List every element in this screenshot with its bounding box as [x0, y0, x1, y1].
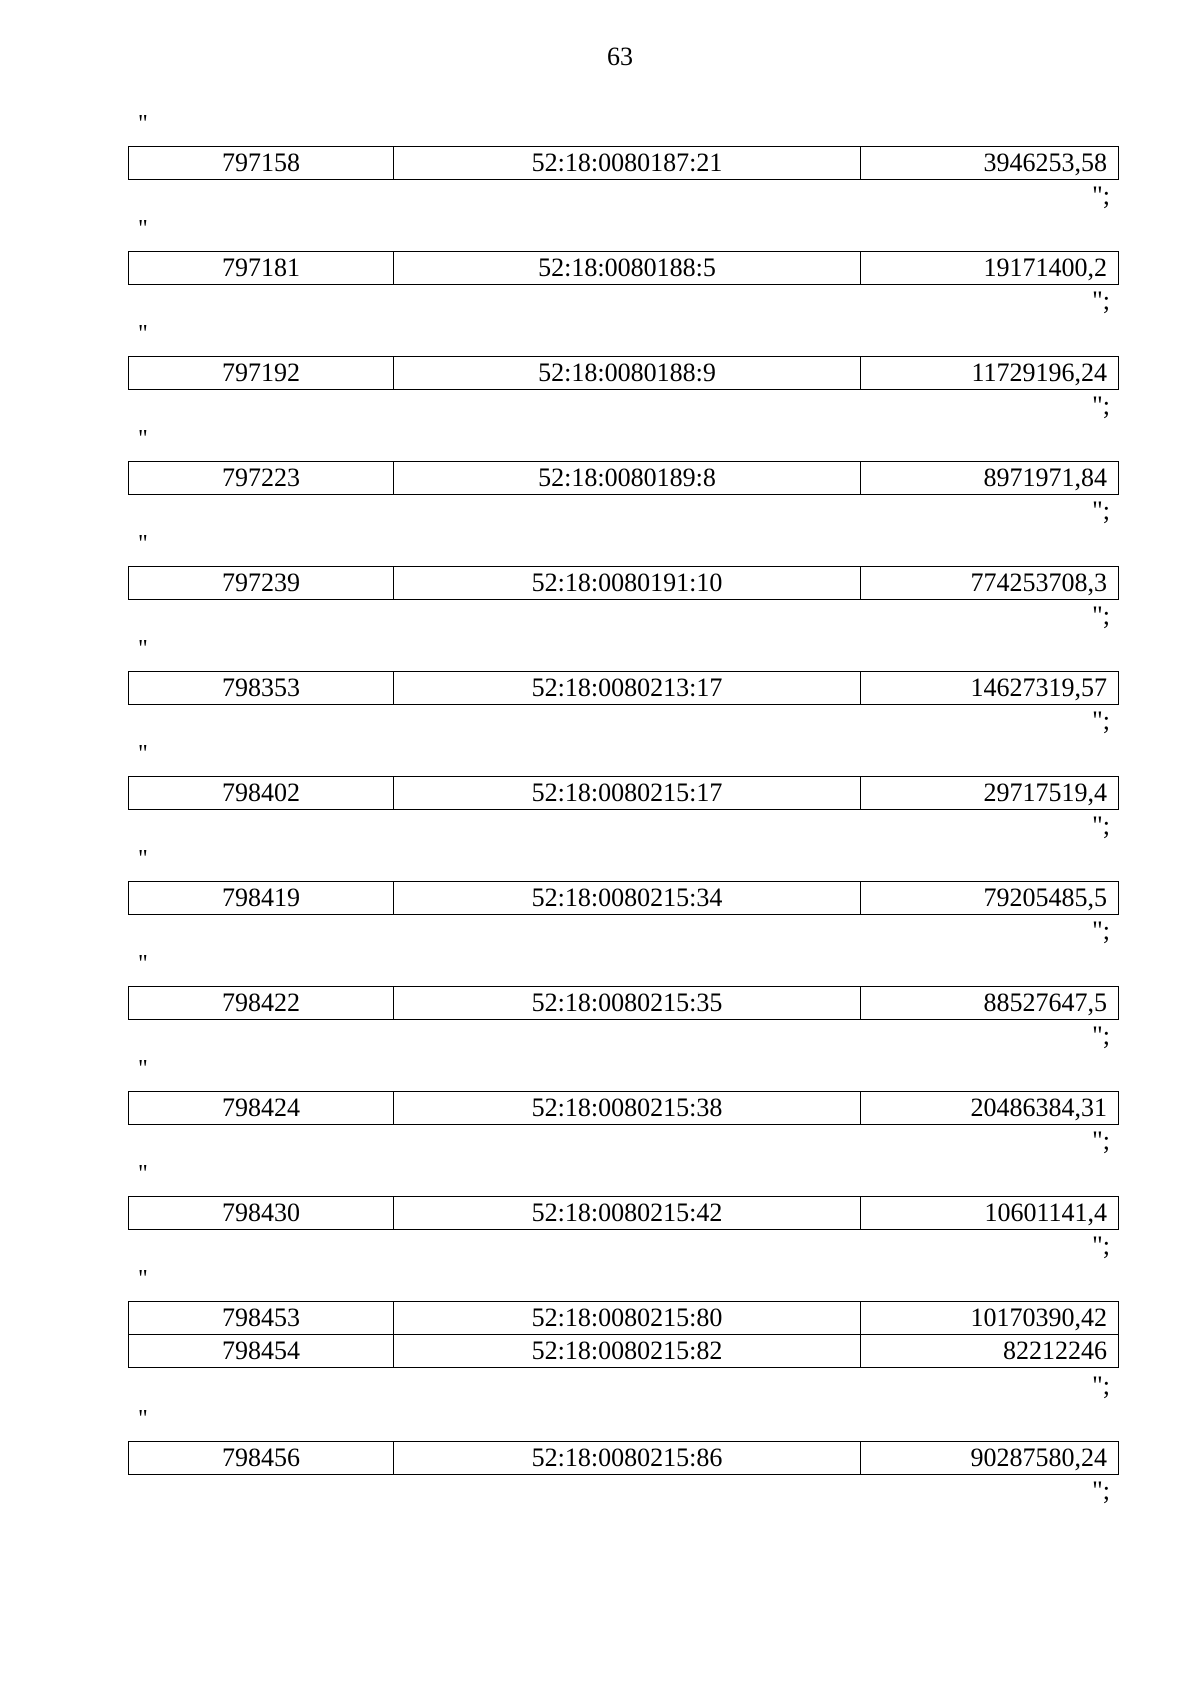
cadastral-number-cell: 52:18:0080187:21 — [394, 147, 861, 180]
code-cell: 797158 — [129, 147, 394, 180]
cadastral-number-cell: 52:18:0080188:9 — [394, 357, 861, 390]
value-cell: 3946253,58 — [861, 147, 1119, 180]
data-table — [128, 986, 1119, 1020]
data-table — [128, 251, 1119, 285]
table-row — [129, 1335, 1119, 1368]
data-table — [128, 1301, 1119, 1368]
data-table — [128, 1091, 1119, 1125]
code-cell: 798454 — [129, 1335, 394, 1368]
value-cell: 11729196,24 — [861, 357, 1119, 390]
data-table — [128, 566, 1119, 600]
closing-quote: "; — [1092, 706, 1110, 735]
closing-quote: "; — [1092, 1476, 1110, 1505]
data-table — [128, 1196, 1119, 1230]
closing-quote: "; — [1092, 811, 1110, 840]
opening-quote: " — [138, 1161, 148, 1187]
table-row — [129, 567, 1119, 600]
code-cell: 797223 — [129, 462, 394, 495]
code-cell: 797192 — [129, 357, 394, 390]
data-table — [128, 776, 1119, 810]
table-row — [129, 882, 1119, 915]
opening-quote: " — [138, 426, 148, 452]
closing-quote: "; — [1092, 1231, 1110, 1260]
table-row — [129, 147, 1119, 180]
code-cell: 798402 — [129, 777, 394, 810]
cadastral-number-cell: 52:18:0080215:80 — [394, 1302, 861, 1335]
cadastral-number-cell: 52:18:0080188:5 — [394, 252, 861, 285]
closing-quote: "; — [1092, 181, 1110, 210]
table-row — [129, 672, 1119, 705]
closing-quote: "; — [1092, 286, 1110, 315]
code-cell: 797239 — [129, 567, 394, 600]
data-table — [128, 881, 1119, 915]
opening-quote: " — [138, 321, 148, 347]
data-table — [128, 146, 1119, 180]
opening-quote: " — [138, 951, 148, 977]
code-cell: 798424 — [129, 1092, 394, 1125]
data-table — [128, 461, 1119, 495]
value-cell: 20486384,31 — [861, 1092, 1119, 1125]
opening-quote: " — [138, 1056, 148, 1082]
table-row — [129, 252, 1119, 285]
data-table — [128, 671, 1119, 705]
cadastral-number-cell: 52:18:0080215:17 — [394, 777, 861, 810]
value-cell: 19171400,2 — [861, 252, 1119, 285]
closing-quote: "; — [1092, 496, 1110, 525]
cadastral-number-cell: 52:18:0080213:17 — [394, 672, 861, 705]
closing-quote: "; — [1092, 1021, 1110, 1050]
opening-quote: " — [138, 636, 148, 662]
cadastral-number-cell: 52:18:0080191:10 — [394, 567, 861, 600]
opening-quote: " — [138, 531, 148, 557]
table-row — [129, 462, 1119, 495]
value-cell: 29717519,4 — [861, 777, 1119, 810]
code-cell: 798456 — [129, 1442, 394, 1475]
cadastral-number-cell: 52:18:0080215:35 — [394, 987, 861, 1020]
cadastral-number-cell: 52:18:0080215:34 — [394, 882, 861, 915]
table-row — [129, 987, 1119, 1020]
opening-quote: " — [138, 111, 148, 137]
closing-quote: "; — [1092, 391, 1110, 420]
table-row — [129, 1442, 1119, 1475]
closing-quote: "; — [1092, 916, 1110, 945]
value-cell: 8971971,84 — [861, 462, 1119, 495]
value-cell: 774253708,3 — [861, 567, 1119, 600]
value-cell: 14627319,57 — [861, 672, 1119, 705]
table-row — [129, 1092, 1119, 1125]
cadastral-number-cell: 52:18:0080215:38 — [394, 1092, 861, 1125]
code-cell: 798422 — [129, 987, 394, 1020]
opening-quote: " — [138, 1266, 148, 1292]
table-row — [129, 357, 1119, 390]
data-table — [128, 356, 1119, 390]
opening-quote: " — [138, 216, 148, 242]
closing-quote: "; — [1092, 1371, 1110, 1400]
value-cell: 10170390,42 — [861, 1302, 1119, 1335]
code-cell: 798353 — [129, 672, 394, 705]
table-row — [129, 777, 1119, 810]
closing-quote: "; — [1092, 1126, 1110, 1155]
page-number: 63 — [607, 42, 633, 71]
cadastral-number-cell: 52:18:0080215:42 — [394, 1197, 861, 1230]
code-cell: 798453 — [129, 1302, 394, 1335]
cadastral-number-cell: 52:18:0080189:8 — [394, 462, 861, 495]
opening-quote: " — [138, 846, 148, 872]
table-row — [129, 1302, 1119, 1335]
cadastral-number-cell: 52:18:0080215:86 — [394, 1442, 861, 1475]
table-row — [129, 1197, 1119, 1230]
value-cell: 79205485,5 — [861, 882, 1119, 915]
closing-quote: "; — [1092, 601, 1110, 630]
value-cell: 10601141,4 — [861, 1197, 1119, 1230]
opening-quote: " — [138, 741, 148, 767]
code-cell: 798419 — [129, 882, 394, 915]
code-cell: 798430 — [129, 1197, 394, 1230]
value-cell: 88527647,5 — [861, 987, 1119, 1020]
code-cell: 797181 — [129, 252, 394, 285]
cadastral-number-cell: 52:18:0080215:82 — [394, 1335, 861, 1368]
value-cell: 90287580,24 — [861, 1442, 1119, 1475]
opening-quote: " — [138, 1406, 148, 1432]
data-table — [128, 1441, 1119, 1475]
value-cell: 82212246 — [861, 1335, 1119, 1368]
